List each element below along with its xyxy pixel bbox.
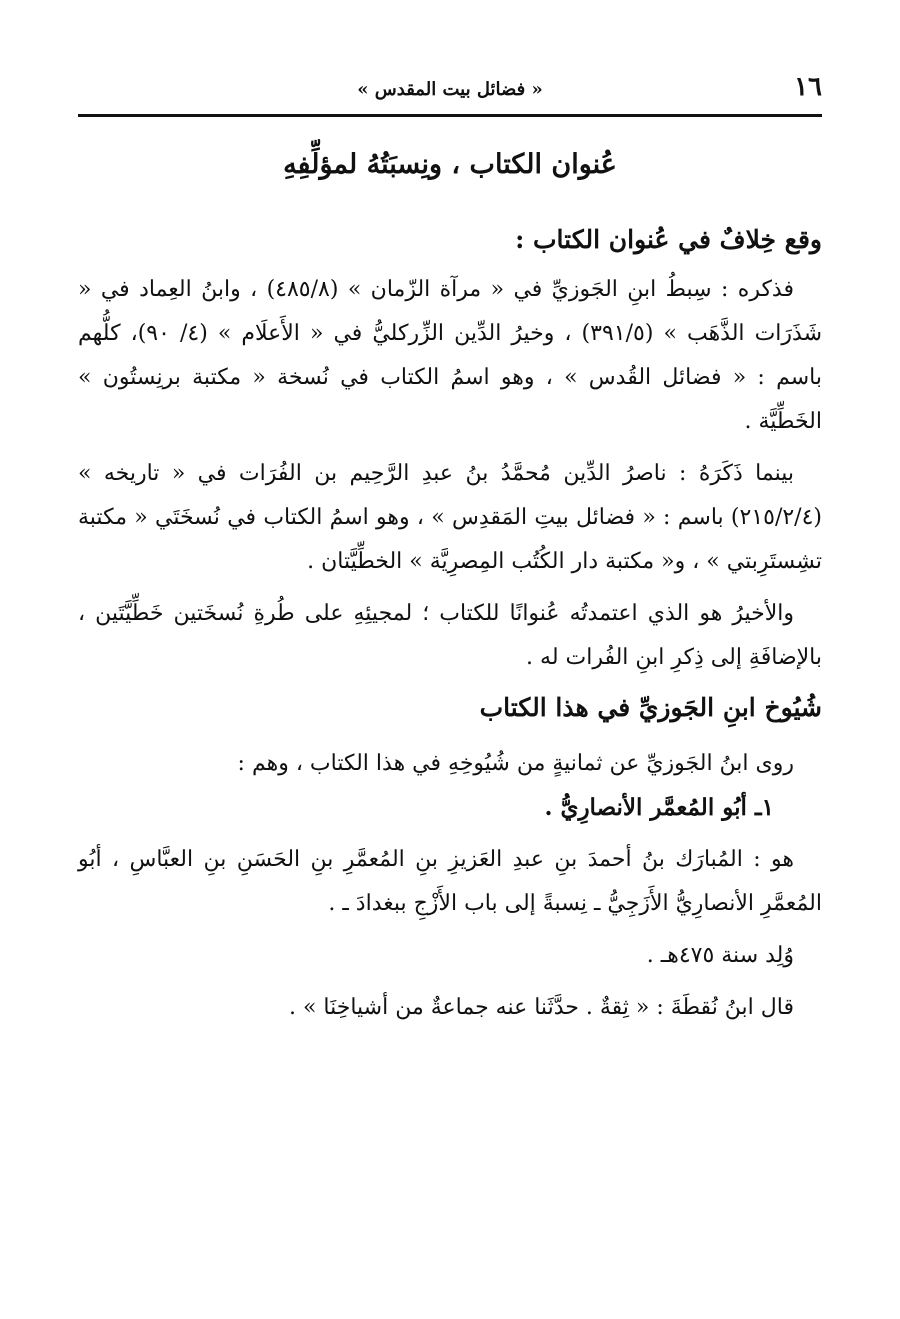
running-title: « فضائل بيت المقدس »	[357, 79, 543, 100]
page-body	[78, 140, 822, 1030]
paragraph-2: بينما ذَكَرَهُ : ناصرُ الدِّين مُحمَّدُ بنُ عبدِ الرَّحِيم بن الفُرَات في « تاريخه » (٢١٥/٢/٤) باسم : « فضائل بيتِ المَقدِس » ، وهو اسمُ الكتاب في نُسخَتَي « مكتبة تشِستَرِبتي » ، و« مكتبة دار الكُتُب المِصرِيَّة » الخطِّيَّتان .	[78, 461, 822, 574]
header-rule	[78, 114, 822, 117]
entry-1-heading: ١ـ أبُو المُعمَّر الأنصارِيُّ .	[544, 794, 774, 821]
section-title: عُنوان الكتاب ، ونِسبَتُهُ لمؤلِّفِهِ	[283, 149, 617, 180]
entry-1-born: وُلِد سنة ٤٧٥هـ .	[646, 943, 794, 968]
page-number: ١٦	[794, 72, 822, 102]
entry-1-quote: قال ابنُ نُقطَةَ : « ثِقةٌ . حدَّثَنا عنه جماعةٌ من أشياخِنَا » .	[288, 995, 794, 1020]
paragraph-3: والأخيرُ هو الذي اعتمدتُه عُنوانًا للكتاب ؛ لمجيئِهِ على طُرةِ نُسخَتين خَطِّيَّتَين ، بالإضافَةِ إلى ذِكرِ ابنِ الفُرات له .	[78, 601, 822, 670]
subheading-shuyukh: شُيُوخ ابنِ الجَوزيِّ في هذا الكتاب	[479, 693, 822, 722]
entry-1-bio: هو : المُبارَك بنُ أحمدَ بنِ عبدِ العَزيزِ بنِ المُعمَّرِ بنِ الحَسَنِ بنِ العبَّاسِ ، أبُو المُعمَّرِ الأنصارِيُّ الأَزَجِيُّ ـ نِسبةً إلى باب الأَزْجِ ببغدادَ ـ .	[78, 847, 822, 916]
running-head	[78, 70, 822, 110]
subheading-title-dispute: وقع خِلافٌ في عُنوان الكتاب :	[515, 225, 822, 254]
paragraph-1: فذكره : سِبطُ ابنِ الجَوزيِّ في « مرآة الزّمان » (٤٨٥/٨) ، وابنُ العِماد في « شَذَرَات الذَّهَب » (٣٩١/٥) ، وخيرُ الدِّين الزِّركليُّ في « الأَعلَام » (٤/ ٩٠)، كلُّهم باسم : « فضائل القُدس » ، وهو اسمُ الكتاب في نُسخة « مكتبة برنِستُون » الخَطِّيَّة .	[78, 277, 823, 434]
shuyukh-intro: روى ابنُ الجَوزيِّ عن ثمانيةٍ من شُيُوخِهِ في هذا الكتاب ، وهم :	[237, 751, 794, 776]
